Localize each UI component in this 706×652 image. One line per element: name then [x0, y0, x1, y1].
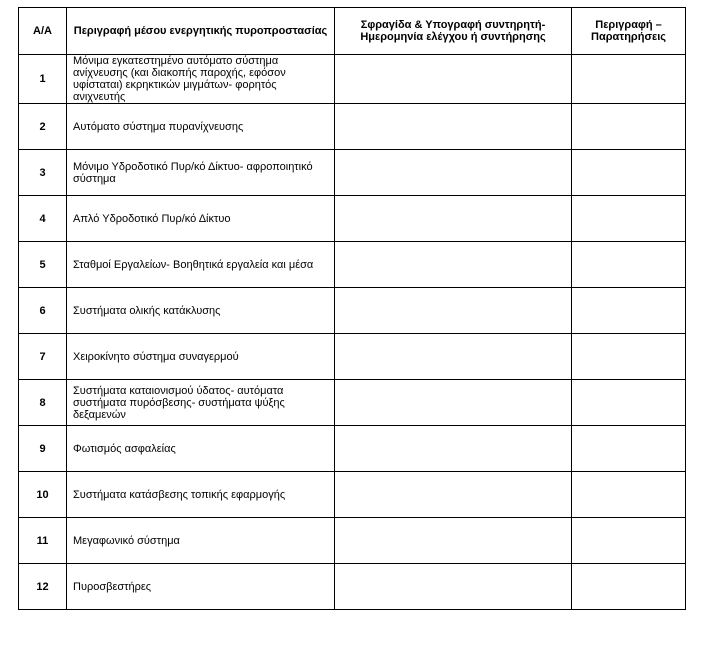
row-number: 11 [19, 518, 67, 564]
header-notes: Περιγραφή – Παρατηρήσεις [572, 8, 686, 55]
table-row [19, 196, 686, 242]
signature-cell[interactable] [335, 196, 572, 242]
signature-cell[interactable] [335, 472, 572, 518]
notes-cell[interactable] [572, 334, 686, 380]
row-number: 7 [19, 334, 67, 380]
signature-cell[interactable] [335, 288, 572, 334]
table-body [19, 55, 686, 610]
row-description: Μόνιμο Υδροδοτικό Πυρ/κό Δίκτυο- αφροποιητικό σύστημα [67, 150, 335, 196]
table-row [19, 104, 686, 150]
row-number: 5 [19, 242, 67, 288]
signature-cell[interactable] [335, 564, 572, 610]
row-description: Πυροσβεστήρες [67, 564, 335, 610]
row-description: Φωτισμός ασφαλείας [67, 426, 335, 472]
row-description: Χειροκίνητο σύστημα συναγερμού [67, 334, 335, 380]
notes-cell[interactable] [572, 196, 686, 242]
table-row [19, 150, 686, 196]
signature-cell[interactable] [335, 242, 572, 288]
notes-cell[interactable] [572, 150, 686, 196]
row-description: Μεγαφωνικό σύστημα [67, 518, 335, 564]
signature-cell[interactable] [335, 104, 572, 150]
signature-cell[interactable] [335, 334, 572, 380]
row-number: 6 [19, 288, 67, 334]
notes-cell[interactable] [572, 380, 686, 426]
signature-cell[interactable] [335, 55, 572, 104]
notes-cell[interactable] [572, 472, 686, 518]
row-description: Συστήματα ολικής κατάκλυσης [67, 288, 335, 334]
signature-cell[interactable] [335, 426, 572, 472]
row-number: 8 [19, 380, 67, 426]
notes-cell[interactable] [572, 104, 686, 150]
notes-cell[interactable] [572, 242, 686, 288]
table-header [19, 8, 686, 55]
notes-cell[interactable] [572, 55, 686, 104]
table-row [19, 288, 686, 334]
signature-cell[interactable] [335, 380, 572, 426]
row-description: Αυτόματο σύστημα πυρανίχνευσης [67, 104, 335, 150]
table-row [19, 426, 686, 472]
row-number: 10 [19, 472, 67, 518]
row-description: Μόνιμα εγκατεστημένο αυτόματο σύστημα ανίχνευσης (και διακοπής παροχής, εφόσον υφίσταται) εκρηκτικών μιγμάτων- φορητός ανιχνευτής [67, 55, 335, 104]
row-description: Συστήματα καταιονισμού ύδατος- αυτόματα συστήματα πυρόσβεσης- συστήματα ψύξης δεξαμενών [67, 380, 335, 426]
table-row [19, 518, 686, 564]
header-row [19, 8, 686, 55]
table-row [19, 380, 686, 426]
row-number: 2 [19, 104, 67, 150]
row-description: Συστήματα κατάσβεσης τοπικής εφαρμογής [67, 472, 335, 518]
signature-cell[interactable] [335, 518, 572, 564]
signature-cell[interactable] [335, 150, 572, 196]
notes-cell[interactable] [572, 518, 686, 564]
notes-cell[interactable] [572, 288, 686, 334]
row-number: 4 [19, 196, 67, 242]
header-num: Α/Α [19, 8, 67, 55]
row-description: Απλό Υδροδοτικό Πυρ/κό Δίκτυο [67, 196, 335, 242]
header-signature: Σφραγίδα & Υπογραφή συντηρητή- Ημερομηνία ελέγχου ή συντήρησης [335, 8, 572, 55]
notes-cell[interactable] [572, 426, 686, 472]
row-number: 9 [19, 426, 67, 472]
row-number: 1 [19, 55, 67, 104]
table-row [19, 55, 686, 104]
notes-cell[interactable] [572, 564, 686, 610]
header-description: Περιγραφή μέσου ενεργητικής πυροπροστασίας [67, 8, 335, 55]
table-row [19, 472, 686, 518]
table-row [19, 334, 686, 380]
table-row [19, 242, 686, 288]
row-number: 12 [19, 564, 67, 610]
row-description: Σταθμοί Εργαλείων- Βοηθητικά εργαλεία και μέσα [67, 242, 335, 288]
fire-protection-inspection-table [18, 7, 686, 610]
row-number: 3 [19, 150, 67, 196]
table-row [19, 564, 686, 610]
